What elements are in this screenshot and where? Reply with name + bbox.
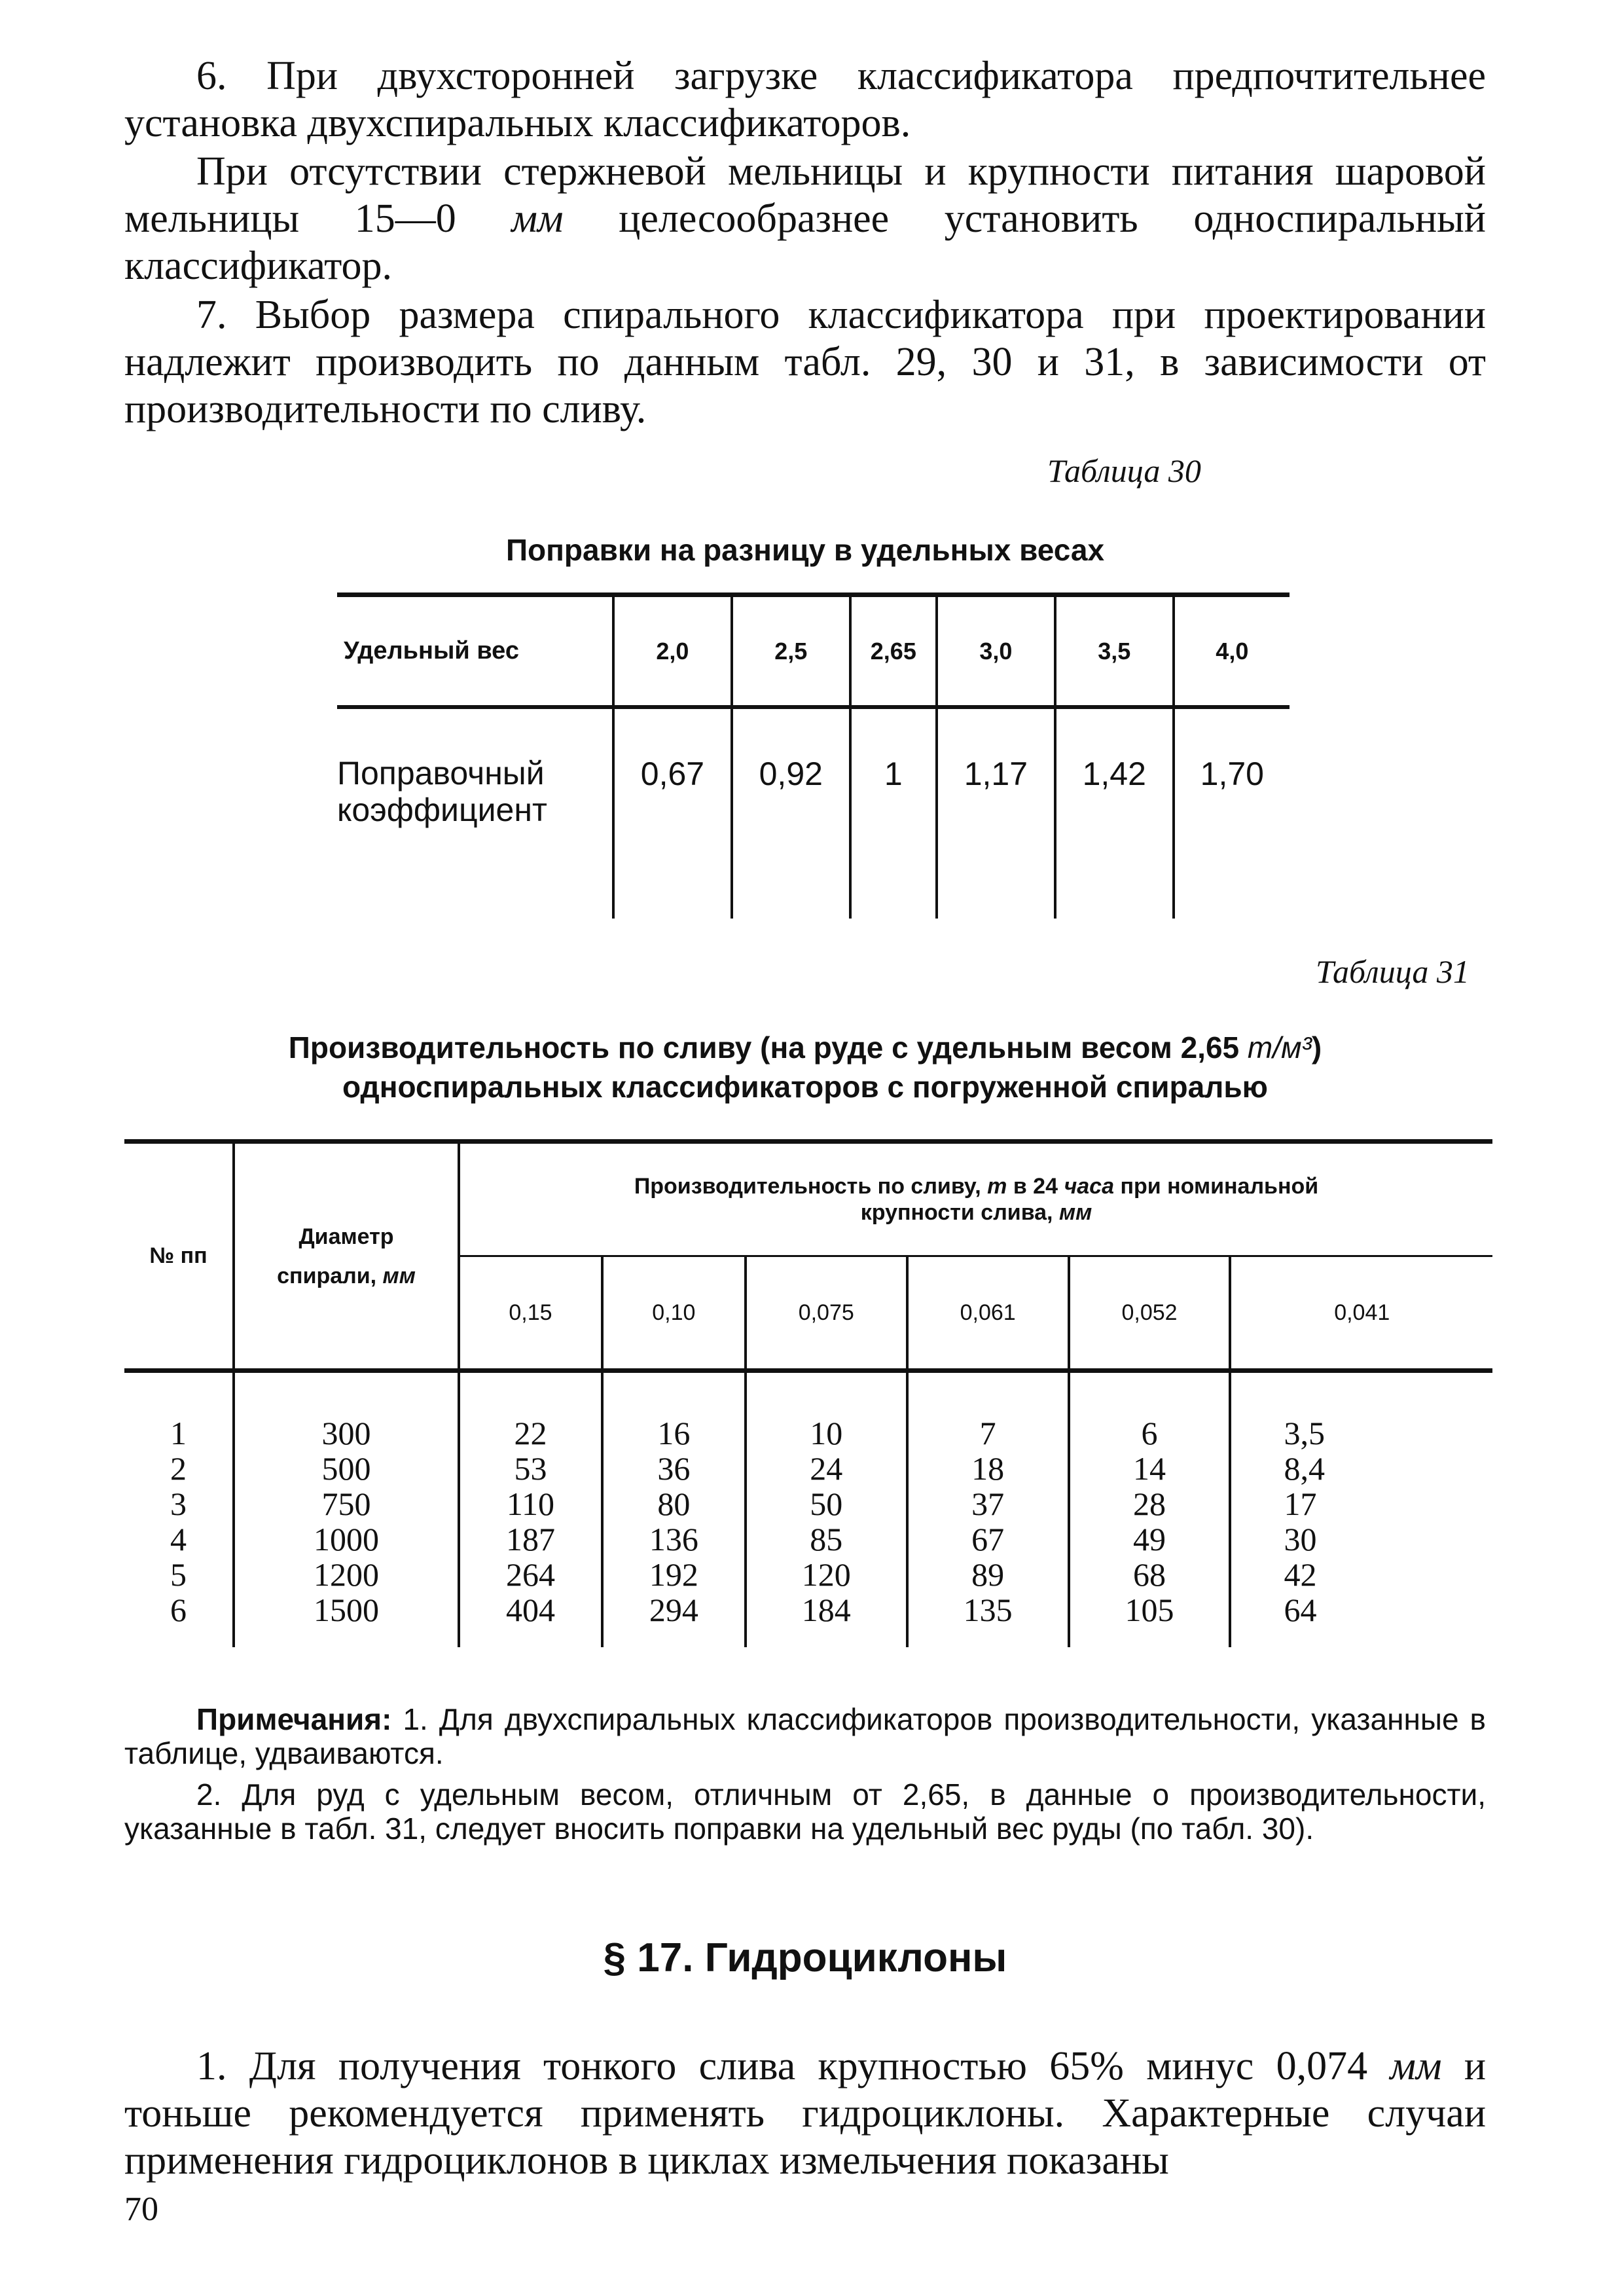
table31-cell: 80 [657, 1485, 691, 1522]
table31-cell: 300 [321, 1415, 371, 1451]
table30-value-cell: 1,42 [1055, 707, 1174, 919]
table31-title [124, 1028, 1486, 1106]
table30-value-cell: 1,17 [937, 707, 1055, 919]
table31-size-header: 0,15 [459, 1256, 602, 1371]
table30-title: Поправки на разницу в удельных весах [505, 533, 1105, 567]
table31-cell: 1 [170, 1415, 187, 1451]
section-paragraph-1-a: 1. Для получения тонкого слива крупностью 65% минус 0,074 [196, 2044, 1390, 2088]
table31-cell: 89 [971, 1556, 1005, 1593]
paragraph-6b [124, 148, 1486, 289]
table31-cell: 187 [505, 1521, 555, 1558]
table30-header-cell: 3,5 [1055, 595, 1174, 708]
table31-cell: 10 [810, 1415, 843, 1451]
table30-header-cell: 2,0 [613, 595, 732, 708]
table31-cell: 68 [1133, 1556, 1166, 1593]
table31-size-header: 0,052 [1069, 1256, 1231, 1371]
table31-cell: 85 [810, 1521, 843, 1558]
table31-cell: 2 [170, 1450, 187, 1487]
table31-cell: 14 [1133, 1450, 1166, 1487]
table31-col-production-c: при номинальной [1114, 1174, 1319, 1199]
table30-value-cell: 0,67 [613, 707, 732, 919]
table30 [337, 592, 1290, 919]
section-title: § 17. Гидроциклоны [603, 1935, 1007, 1980]
table31-col-production-t: т [987, 1174, 1007, 1199]
table31-col-0075-values [746, 1371, 907, 1648]
table31-col-production-line2: крупности слива, [860, 1200, 1059, 1225]
table31-caption: Таблица 31 [1316, 953, 1470, 990]
table31-cell: 3,5 [1284, 1415, 1325, 1451]
table31-col-no: № пп [124, 1142, 234, 1371]
table31-cell: 37 [971, 1485, 1005, 1522]
table31-col-production-hours: часа [1064, 1174, 1114, 1199]
table31-cell: 110 [506, 1485, 555, 1522]
table30-row-label [337, 707, 613, 919]
table31-size-header: 0,10 [602, 1256, 746, 1371]
table31-cell: 17 [1284, 1485, 1317, 1522]
table31-col-production-b: в 24 [1007, 1174, 1064, 1199]
table30-header-label: Удельный вес [337, 595, 613, 708]
table30-row-label-line1: Поправочный [337, 755, 545, 792]
table31-col-0041-values [1230, 1371, 1492, 1648]
section-paragraph-1-b: и тоньше рекомендуется применять гидроциклоны. Характерные случаи применения гидроциклонов в циклах измельчения показаны [124, 2044, 1487, 2183]
table31-cell: 5 [170, 1556, 187, 1593]
table31-cell: 1000 [314, 1521, 379, 1558]
table30-header-cell: 4,0 [1174, 595, 1290, 708]
table31-cell: 42 [1284, 1556, 1317, 1593]
table31-col-diameter-unit: мм [382, 1263, 416, 1288]
section-paragraph-1-unit: мм [1390, 2044, 1442, 2088]
table31-col-015-values [459, 1371, 602, 1648]
table31 [124, 1139, 1492, 1647]
table31-title-line1-a: Производительность по сливу (на руде с удельным весом 2,65 [288, 1030, 1248, 1065]
table31-title-line1-b: ) [1311, 1030, 1322, 1065]
table30-header-cell: 2,5 [732, 595, 850, 708]
table31-cell: 53 [514, 1450, 547, 1487]
table31-cell: 64 [1284, 1592, 1317, 1628]
paragraph-6: 6. При двухсторонней загрузке классификатора предпочтительнее установка двухспиральных классификаторов. [124, 54, 1486, 145]
table31-size-header: 0,075 [746, 1256, 907, 1371]
table31-cell: 4 [170, 1521, 187, 1558]
table31-cell: 49 [1133, 1521, 1166, 1558]
page-number: 70 [124, 2191, 158, 2228]
table31-size-header: 0,061 [907, 1256, 1069, 1371]
table31-cell: 192 [649, 1556, 698, 1593]
table31-cell: 136 [649, 1521, 698, 1558]
note-1 [124, 1702, 1486, 1770]
table31-cell: 500 [321, 1450, 371, 1487]
table31-cell: 8,4 [1284, 1450, 1325, 1487]
table31-col-010-values [602, 1371, 746, 1648]
table31-cell: 30 [1284, 1521, 1317, 1558]
table30-value-cell: 0,92 [732, 707, 850, 919]
section-paragraph-1 [124, 2043, 1486, 2184]
table31-cell: 264 [505, 1556, 555, 1593]
table31-cell: 24 [810, 1450, 843, 1487]
notes-lead: Примечания: [196, 1702, 392, 1736]
table31-cell: 184 [801, 1592, 851, 1628]
table31-cell: 294 [649, 1592, 698, 1628]
table31-cell: 404 [505, 1592, 555, 1628]
table31-col-diameter-b: спирали, [277, 1263, 383, 1288]
table31-cell: 105 [1125, 1592, 1174, 1628]
table31-cell: 1500 [314, 1592, 379, 1628]
table31-col-diameter [234, 1142, 459, 1371]
table30-value-cell: 1,70 [1174, 707, 1290, 919]
table31-col-diameter-a: Диаметр [298, 1224, 394, 1249]
table31-col-production-unit: мм [1058, 1200, 1092, 1225]
table31-cell: 6 [170, 1592, 187, 1628]
table31-col-diameter-values [234, 1371, 459, 1648]
table31-cell: 750 [321, 1485, 371, 1522]
paragraph-6b-text-b: целесообразнее установить односпиральный классификатор. [124, 196, 1486, 288]
table31-cell: 135 [963, 1592, 1013, 1628]
table31-cell: 3 [170, 1485, 187, 1522]
table30-value-cell: 1 [850, 707, 937, 919]
paragraph-7: 7. Выбор размера спирального классификатора при проектировании надлежит производить по данным табл. 29, 30 и 31, в зависимости от производительности по сливу. [124, 293, 1486, 431]
table31-cell: 50 [810, 1485, 843, 1522]
table30-caption: Таблица 30 [1047, 452, 1201, 489]
table31-title-line2: односпиральных классификаторов с погруженной спиралью [342, 1070, 1268, 1104]
table31-col-production-a: Производительность по сливу, [634, 1174, 988, 1199]
note-1-text: 1. Для двухспиральных классификаторов производительности, указанные в таблице, удваиваются. [124, 1702, 1486, 1770]
table31-cell: 36 [657, 1450, 691, 1487]
table30-row-label-line2: коэффициент [337, 792, 547, 828]
table31-cell: 67 [971, 1521, 1005, 1558]
table31-size-header: 0,041 [1230, 1256, 1492, 1371]
unit-mm: мм [511, 196, 564, 241]
table31-col-0061-values [907, 1371, 1069, 1648]
table30-header-cell: 3,0 [937, 595, 1055, 708]
table31-col-production [459, 1142, 1492, 1256]
table31-cell: 6 [1141, 1415, 1158, 1451]
paragraph-6b-text-a: При отсутствии стержневой мельницы и крупности питания шаровой мельницы 15—0 [124, 149, 1486, 241]
table31-title-unit: т/м³ [1247, 1030, 1312, 1065]
table31-cell: 28 [1133, 1485, 1166, 1522]
table31-col-0052-values [1069, 1371, 1231, 1648]
note-2: 2. Для руд с удельным весом, отличным от 2,65, в данные о производительности, указанные в табл. 31, следует вносить поправки на удельный вес руды (по табл. 30). [124, 1777, 1486, 1846]
table31-cell: 22 [514, 1415, 547, 1451]
table31-cell: 18 [971, 1450, 1005, 1487]
table31-cell: 16 [657, 1415, 691, 1451]
table31-cell: 1200 [314, 1556, 379, 1593]
table31-cell: 7 [979, 1415, 996, 1451]
table31-col-no-values [124, 1371, 234, 1648]
table30-header-cell: 2,65 [850, 595, 937, 708]
table31-cell: 120 [801, 1556, 851, 1593]
